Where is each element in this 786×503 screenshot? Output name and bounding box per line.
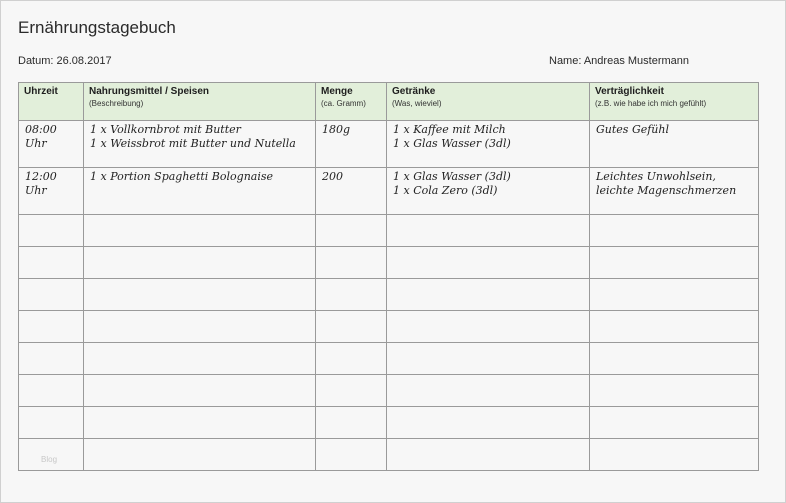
- table-header-row: [19, 83, 759, 121]
- cell-text: 08:00: [25, 123, 57, 136]
- cell-food[interactable]: [84, 407, 316, 439]
- cell-text: 12:00: [25, 170, 57, 183]
- empty-row: [19, 215, 759, 247]
- cell-text: Gutes Gefühl: [596, 123, 669, 136]
- cell-tolerance[interactable]: [590, 279, 759, 311]
- cell-time[interactable]: [19, 279, 84, 311]
- cell-text: Uhr: [25, 184, 47, 197]
- cell-food[interactable]: [84, 439, 316, 471]
- cell-food[interactable]: [84, 343, 316, 375]
- cell-time[interactable]: [19, 215, 84, 247]
- cell-drinks[interactable]: [387, 215, 590, 247]
- cell-tolerance[interactable]: [590, 311, 759, 343]
- cell-text: 200: [322, 170, 343, 183]
- cell-text: leichte Magenschmerzen: [596, 184, 737, 197]
- cell-amount[interactable]: [316, 247, 387, 279]
- cell-amount[interactable]: [316, 215, 387, 247]
- cell-amount[interactable]: [316, 375, 387, 407]
- cell-food[interactable]: [84, 311, 316, 343]
- cell-drinks[interactable]: [387, 375, 590, 407]
- empty-row: [19, 439, 759, 471]
- header-drinks: [387, 83, 590, 121]
- cell-text: 1 x Glas Wasser (3dl): [393, 170, 511, 183]
- empty-row: [19, 279, 759, 311]
- header-tolerance: [590, 83, 759, 121]
- cell-text: 1 x Kaffee mit Milch: [393, 123, 506, 136]
- empty-row: [19, 343, 759, 375]
- cell-time[interactable]: [19, 247, 84, 279]
- empty-row: [19, 247, 759, 279]
- cell-text: 180g: [322, 123, 351, 136]
- header-food: [84, 83, 316, 121]
- cell-tolerance[interactable]: [590, 247, 759, 279]
- header-time-label: Uhrzeit: [24, 86, 58, 97]
- cell-amount[interactable]: [316, 121, 387, 168]
- cell-text: Leichtes Unwohlsein,: [596, 170, 716, 183]
- cell-time[interactable]: [19, 311, 84, 343]
- cell-drinks[interactable]: [387, 279, 590, 311]
- header-time: [19, 83, 84, 121]
- cell-amount[interactable]: [316, 343, 387, 375]
- empty-row: [19, 375, 759, 407]
- cell-amount[interactable]: [316, 311, 387, 343]
- date-label: Datum: 26.08.2017: [18, 55, 112, 67]
- header-amount-sub: (ca. Gramm): [321, 99, 366, 108]
- cell-tolerance[interactable]: [590, 215, 759, 247]
- cell-time[interactable]: [19, 375, 84, 407]
- empty-row: [19, 407, 759, 439]
- cell-tolerance[interactable]: [590, 343, 759, 375]
- cell-drinks[interactable]: [387, 247, 590, 279]
- watermark: Blog: [41, 455, 58, 464]
- cell-drinks[interactable]: [387, 168, 590, 215]
- cell-text: 1 x Weissbrot mit Butter und Nutella: [90, 137, 296, 150]
- page-title: Ernährungstagebuch: [18, 18, 176, 37]
- cell-tolerance[interactable]: [590, 375, 759, 407]
- header-food-label: Nahrungsmittel / Speisen: [89, 86, 210, 97]
- empty-row: [19, 311, 759, 343]
- cell-text: 1 x Portion Spaghetti Bolognaise: [90, 170, 274, 183]
- cell-text: Uhr: [25, 137, 47, 150]
- cell-drinks[interactable]: [387, 343, 590, 375]
- cell-food[interactable]: [84, 247, 316, 279]
- header-tolerance-sub: (z.B. wie habe ich mich gefühlt): [595, 99, 707, 108]
- cell-food[interactable]: [84, 215, 316, 247]
- diary-table: [18, 82, 759, 471]
- table-row: [19, 168, 759, 215]
- cell-drinks[interactable]: [387, 439, 590, 471]
- name-label: Name: Andreas Mustermann: [549, 55, 690, 67]
- cell-tolerance[interactable]: [590, 121, 759, 168]
- table-row: [19, 121, 759, 168]
- cell-food[interactable]: [84, 121, 316, 168]
- cell-food[interactable]: [84, 168, 316, 215]
- header-drinks-label: Getränke: [392, 86, 436, 97]
- cell-text: 1 x Glas Wasser (3dl): [393, 137, 511, 150]
- cell-tolerance[interactable]: [590, 407, 759, 439]
- cell-amount[interactable]: [316, 279, 387, 311]
- cell-food[interactable]: [84, 375, 316, 407]
- cell-drinks[interactable]: [387, 311, 590, 343]
- cell-drinks[interactable]: [387, 121, 590, 168]
- cell-amount[interactable]: [316, 407, 387, 439]
- cell-amount[interactable]: [316, 439, 387, 471]
- cell-time[interactable]: [19, 168, 84, 215]
- header-amount-label: Menge: [321, 86, 353, 97]
- header-tolerance-label: Verträglichkeit: [595, 86, 664, 97]
- cell-tolerance[interactable]: [590, 168, 759, 215]
- header-food-sub: (Beschreibung): [89, 99, 144, 108]
- header-drinks-sub: (Was, wieviel): [392, 99, 442, 108]
- cell-tolerance[interactable]: [590, 439, 759, 471]
- cell-text: 1 x Cola Zero (3dl): [393, 184, 498, 197]
- cell-time[interactable]: [19, 407, 84, 439]
- cell-time[interactable]: [19, 343, 84, 375]
- cell-time[interactable]: [19, 121, 84, 168]
- cell-drinks[interactable]: [387, 407, 590, 439]
- header-amount: [316, 83, 387, 121]
- cell-food[interactable]: [84, 279, 316, 311]
- cell-text: 1 x Vollkornbrot mit Butter: [90, 123, 241, 136]
- cell-amount[interactable]: [316, 168, 387, 215]
